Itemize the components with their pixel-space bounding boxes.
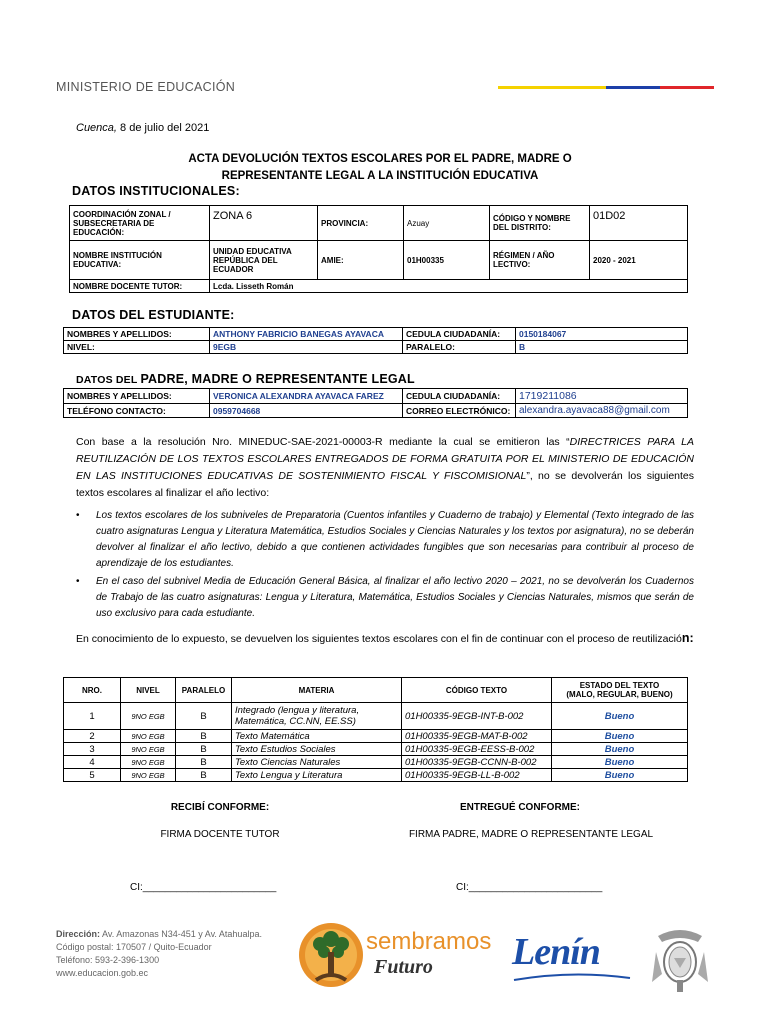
footer-address [56, 928, 262, 980]
cell-codigo: 01H00335-9EGB-INT-B-002 [402, 703, 552, 730]
student-name-value: ANTHONY FABRICIO BANEGAS AYAVACA [210, 328, 403, 341]
conclusion-paragraph [76, 630, 694, 648]
col-header-codigo: CÓDIGO TEXTO [402, 678, 552, 703]
cell-paralelo: B [176, 769, 232, 782]
cell-materia: Texto Estudios Sociales [232, 743, 402, 756]
table-row [64, 730, 688, 743]
institution-value: UNIDAD EDUCATIVA REPÚBLICA DEL ECUADOR [210, 241, 318, 280]
student-parallel-label: PARALELO: [403, 341, 516, 354]
footer-phone: Teléfono: 593-2-396-1300 [56, 955, 160, 965]
student-table [63, 327, 688, 354]
tree-icon [296, 922, 366, 992]
rep-phone-label: TELÉFONO CONTACTO: [64, 404, 210, 418]
conclusion-text-a: En conocimiento de lo expuesto, se devuelven los siguientes textos escolares con el fin de continuar con el proceso de reutilizació [76, 633, 682, 645]
rep-name-label: NOMBRES Y APELLIDOS: [64, 389, 210, 404]
table-row [64, 756, 688, 769]
cell-estado: Bueno [552, 730, 688, 743]
student-name-label: NOMBRES Y APELLIDOS: [64, 328, 210, 341]
cell-nro: 1 [64, 703, 121, 730]
document-title [120, 151, 640, 185]
province-label: PROVINCIA: [318, 206, 404, 241]
rep-id-value: 1719211086 [516, 389, 688, 404]
student-parallel-value: B [516, 341, 688, 354]
cell-estado: Bueno [552, 743, 688, 756]
bullet-item [76, 574, 694, 622]
col-header-materia: MATERIA [232, 678, 402, 703]
province-value: Azuay [404, 206, 490, 241]
resolution-text-c: ”, no se devolverán los siguientes textos escolares al finalizar el año lectivo: [76, 470, 695, 499]
ministry-name: MINISTERIO DE EDUCACIÓN [56, 80, 236, 94]
student-id-label: CEDULA CIUDADANÍA: [403, 328, 516, 341]
cell-nivel: 9NO EGB [121, 703, 176, 730]
cell-paralelo: B [176, 703, 232, 730]
tutor-signature-label: FIRMA DOCENTE TUTOR [160, 829, 280, 840]
bullet-list [76, 508, 694, 624]
document-date [76, 122, 209, 134]
delivered-label: ENTREGUÉ CONFORME: [460, 802, 580, 813]
col-header-nivel: NIVEL [121, 678, 176, 703]
conclusion-text-b: n: [681, 631, 694, 645]
lenin-text: Lenín [512, 931, 600, 973]
cell-codigo: 01H00335-9EGB-EESS-B-002 [402, 743, 552, 756]
resolution-text-a: Con base a la resolución Nro. MINEDUC-SAE-2021-00003-R mediante la cual se emitieron las “ [76, 436, 570, 448]
institution-label: NOMBRE INSTITUCIÓN EDUCATIVA: [70, 241, 210, 280]
section-institutional-heading: DATOS INSTITUCIONALES: [72, 184, 240, 198]
representative-table [63, 388, 688, 418]
cell-materia: Texto Matemática [232, 730, 402, 743]
lenin-swoosh-icon [512, 972, 632, 982]
rep-heading-prefix: DATOS DEL [76, 374, 141, 386]
district-value: 01D02 [590, 206, 688, 241]
cell-nro: 2 [64, 730, 121, 743]
rep-email-value: alexandra.ayavaca88@gmail.com [516, 404, 688, 418]
cell-nro: 5 [64, 769, 121, 782]
section-representative-heading [76, 372, 415, 386]
parent-id-line: CI:________________________ [456, 882, 603, 893]
cell-nivel: 9NO EGB [121, 756, 176, 769]
rep-phone-value: 0959704668 [210, 404, 403, 418]
col-header-estado [552, 678, 688, 703]
institutional-table [69, 205, 688, 293]
footer-address-label: Dirección: [56, 929, 101, 939]
col-header-estado-line1: ESTADO DEL TEXTO [579, 681, 660, 690]
bullet-text-1: Los textos escolares de los subniveles de Preparatoria (Cuentos infantiles y Cuaderno de trabajo) y Elemental (Texto integrado de las cuatro asignaturas Lengua y Literatura Matemática, Estudios Sociales y Ciencias Naturales y los textos por asignatura), no se deberán devolver al finalizar el año lectivo, debido a que contienen actividades fungibles que son necesarias para contribuir al proceso de aprendizaje de los estudiantes. [96, 510, 694, 569]
tutor-value: Lcda. Lisseth Román [210, 280, 688, 293]
flag-red-stripe [660, 86, 714, 89]
futuro-text: Futuro [374, 956, 433, 978]
col-header-nro: NRO. [64, 678, 121, 703]
section-student-heading: DATOS DEL ESTUDIANTE: [72, 308, 235, 322]
cell-materia: Texto Ciencias Naturales [232, 756, 402, 769]
tutor-label: NOMBRE DOCENTE TUTOR: [70, 280, 210, 293]
lenin-logo [512, 930, 632, 980]
date-city: Cuenca, [76, 122, 117, 134]
cell-estado: Bueno [552, 769, 688, 782]
sembramos-text: sembramos [366, 928, 492, 955]
cell-paralelo: B [176, 743, 232, 756]
regime-value: 2020 - 2021 [590, 241, 688, 280]
bullet-text-2: En el caso del subnivel Media de Educación General Básica, al finalizar el año lectivo 2020 – 2021, no se devolverán los Cuadernos de Trabajo de las cuatro asignaturas: Lengua y Literatura, Matemática, Estudios Sociales y Ciencias Naturales, mismos que serán de uso exclusivo para cada estudiante. [96, 576, 694, 619]
cell-codigo: 01H00335-9EGB-CCNN-B-002 [402, 756, 552, 769]
col-header-estado-line2: (MALO, REGULAR, BUENO) [566, 690, 673, 699]
cell-codigo: 01H00335-9EGB-MAT-B-002 [402, 730, 552, 743]
cell-nivel: 9NO EGB [121, 743, 176, 756]
footer-web: www.educacion.gob.ec [56, 968, 149, 978]
cell-paralelo: B [176, 756, 232, 769]
table-row [64, 743, 688, 756]
bullet-dot-icon: • [76, 576, 80, 587]
rep-id-label: CEDULA CIUDADANÍA: [403, 389, 516, 404]
amie-label: AMIE: [318, 241, 404, 280]
footer-postal: Código postal: 170507 / Quito-Ecuador [56, 942, 212, 952]
resolution-directive: DIRECTRICES PARA LA REUTILIZACIÓN DE LOS TEXTOS ESCOLARES ENTREGADOS DE FORMA GRATUITA POR EL MINISTERIO DE EDUCACIÓN EN LAS INSTITUCIONES EDUCATIVAS DE SOSTENIMIENTO FISCAL Y FISCOMISIONAL [76, 436, 694, 482]
title-line-1: ACTA DEVOLUCIÓN TEXTOS ESCOLARES POR EL PADRE, MADRE O [188, 153, 572, 165]
rep-name-value: VERONICA ALEXANDRA AYAVACA FAREZ [210, 389, 403, 404]
flag-blue-stripe [606, 86, 660, 89]
bullet-dot-icon: • [76, 510, 80, 521]
cell-estado: Bueno [552, 756, 688, 769]
district-label: CÓDIGO Y NOMBRE DEL DISTRITO: [490, 206, 590, 241]
footer-address-value: Av. Amazonas N34-451 y Av. Atahualpa. [100, 929, 262, 939]
table-row [64, 703, 688, 730]
flag-yellow-stripe [498, 86, 606, 89]
cell-paralelo: B [176, 730, 232, 743]
student-level-label: NIVEL: [64, 341, 210, 354]
coat-of-arms-icon [648, 922, 712, 994]
parent-signature-label: FIRMA PADRE, MADRE O REPRESENTANTE LEGAL [408, 829, 654, 840]
cell-materia: Integrado (lengua y literatura, Matemática, CC.NN, EE.SS) [232, 703, 402, 730]
cell-estado: Bueno [552, 703, 688, 730]
cell-nro: 3 [64, 743, 121, 756]
coat-of-arms-logo [648, 922, 712, 994]
coord-value: ZONA 6 [210, 206, 318, 241]
table-row [64, 769, 688, 782]
cell-codigo: 01H00335-9EGB-LL-B-002 [402, 769, 552, 782]
cell-materia: Texto Lengua y Literatura [232, 769, 402, 782]
cell-nro: 4 [64, 756, 121, 769]
sembramos-futuro-logo [296, 922, 496, 992]
rep-heading-main: PADRE, MADRE O REPRESENTANTE LEGAL [140, 372, 415, 386]
rep-email-label: CORREO ELECTRÓNICO: [403, 404, 516, 418]
col-header-paralelo: PARALELO [176, 678, 232, 703]
student-level-value: 9EGB [210, 341, 403, 354]
date-text: 8 de julio del 2021 [116, 122, 210, 134]
student-id-value: 0150184067 [516, 328, 688, 341]
returned-texts-table [63, 677, 688, 782]
bullet-item [76, 508, 694, 572]
received-label: RECIBÍ CONFORME: [170, 802, 270, 813]
cell-nivel: 9NO EGB [121, 730, 176, 743]
cell-nivel: 9NO EGB [121, 769, 176, 782]
amie-value: 01H00335 [404, 241, 490, 280]
title-line-2: REPRESENTANTE LEGAL A LA INSTITUCIÓN EDUCATIVA [221, 170, 539, 182]
coord-label: COORDINACIÓN ZONAL / SUBSECRETARIA DE EDUCACIÓN: [70, 206, 210, 241]
regime-label: RÉGIMEN / AÑO LECTIVO: [490, 241, 590, 280]
resolution-paragraph [76, 434, 694, 502]
tutor-id-line: CI:________________________ [130, 882, 277, 893]
flag-color-bar [498, 86, 714, 89]
